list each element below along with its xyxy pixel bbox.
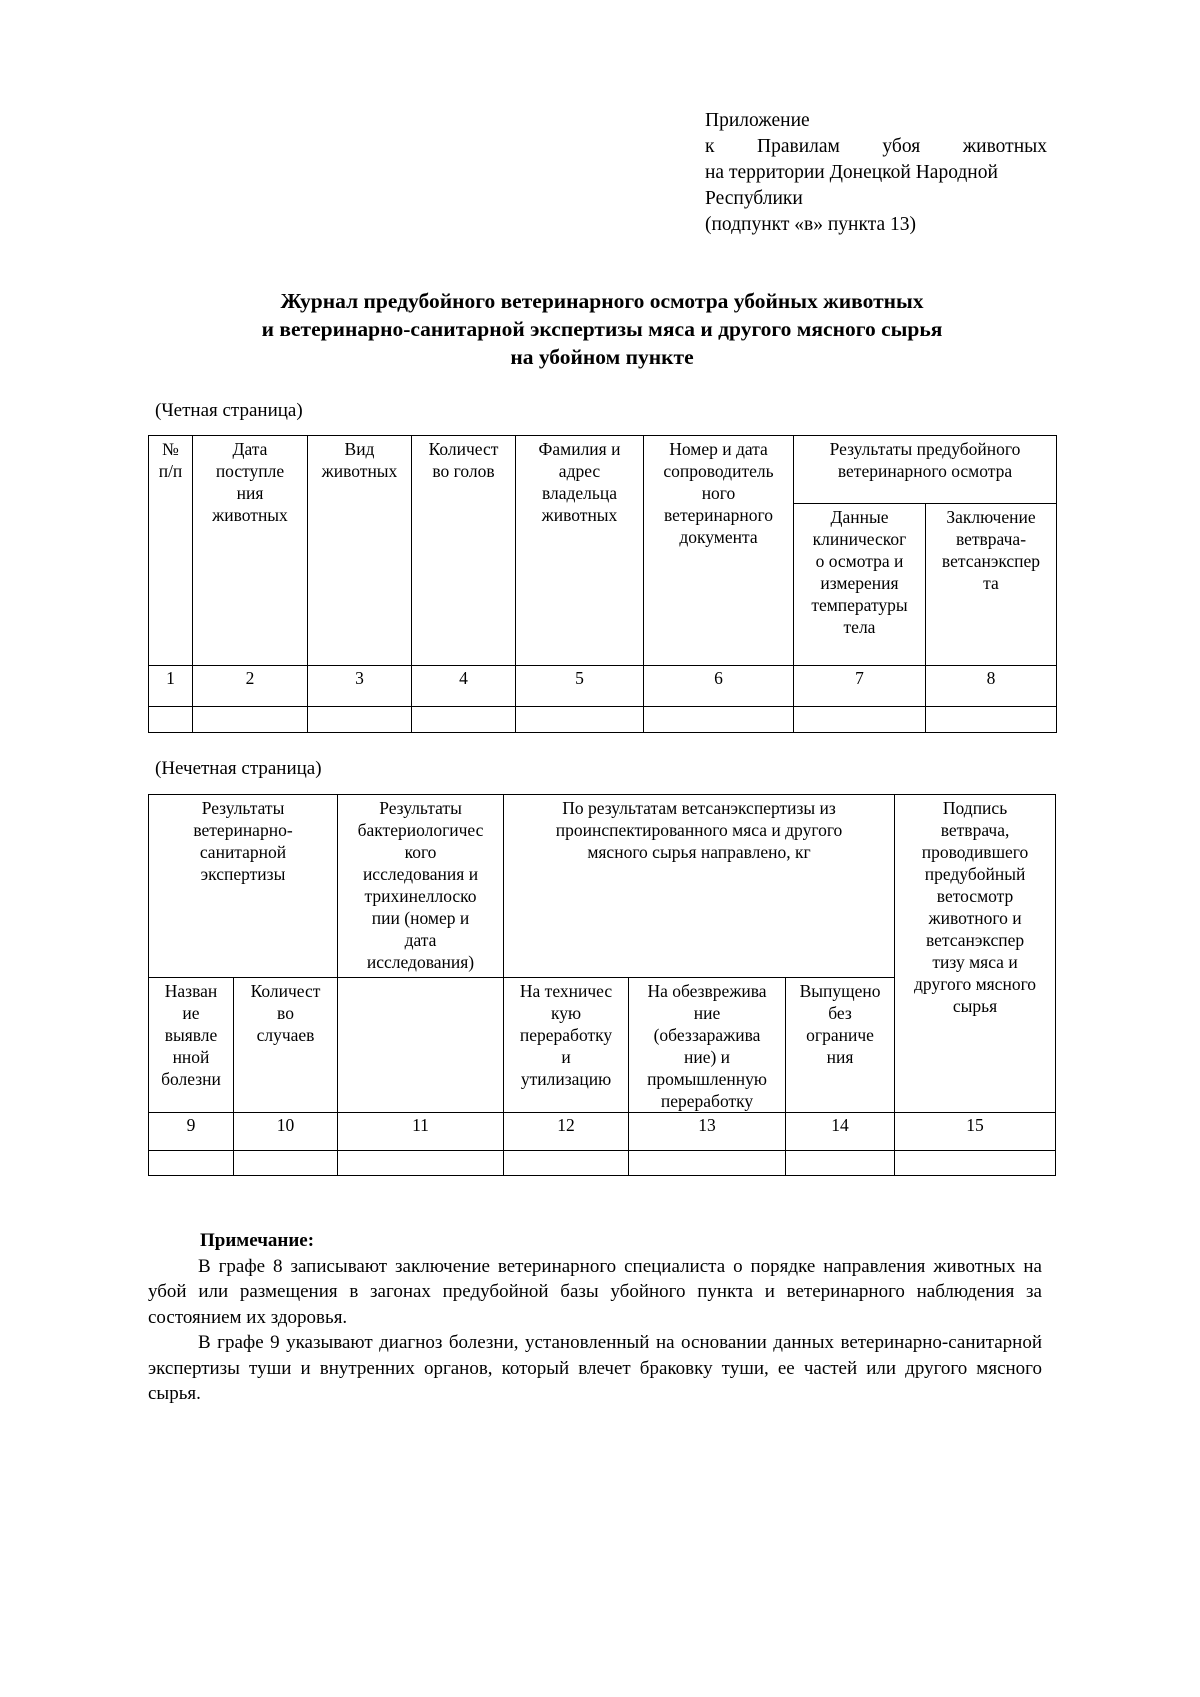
empty-cell[interactable]	[234, 1151, 338, 1176]
empty-cell[interactable]	[629, 1151, 786, 1176]
empty-cell[interactable]	[338, 1151, 504, 1176]
column-number: 15	[895, 1113, 1056, 1151]
empty-cell[interactable]	[516, 707, 644, 733]
header-cell: Выпущено без ограниче ния	[786, 978, 895, 1113]
header-cell: Фамилия и адрес владельца животных	[516, 436, 644, 666]
header-cell: Результаты бактериологичес кого исследования и трихинеллоско пии (номер и дата исследования)	[338, 795, 504, 978]
column-number: 8	[926, 666, 1057, 707]
header-cell: Номер и дата сопроводитель ного ветеринарного документа	[644, 436, 794, 666]
odd-page-table	[148, 794, 1056, 1176]
header-cell: Подпись ветврача, проводившего предубойный ветосмотр животного и ветсанэкспер тизу мяса и другого мясного сырья	[895, 795, 1056, 1113]
odd-page-caption: (Нечетная страница)	[155, 758, 322, 779]
empty-row	[149, 1151, 1056, 1176]
note-section	[148, 1228, 1042, 1407]
appendix-block	[705, 108, 1047, 238]
title-line: на убойном пункте	[510, 345, 694, 369]
empty-cell[interactable]	[926, 707, 1057, 733]
empty-cell[interactable]	[794, 707, 926, 733]
column-number: 3	[308, 666, 412, 707]
appendix-line: Республики	[705, 188, 803, 209]
column-number: 2	[193, 666, 308, 707]
column-number: 12	[504, 1113, 629, 1151]
header-cell: На обезврежива ние (обеззаражива ние) и промышленную переработку	[629, 978, 786, 1113]
group-header-cell: По результатам ветсанэкспертизы из проинспектированного мяса и другого мясного сырья направлено, кг	[504, 795, 895, 978]
group-header-cell: Результаты ветеринарно- санитарной экспертизы	[149, 795, 338, 978]
appendix-line: на территории Донецкой Народной	[705, 162, 998, 183]
appendix-line: Приложение	[705, 110, 810, 131]
appendix-line: к Правилам убоя животных	[705, 136, 1047, 157]
empty-cell[interactable]	[504, 1151, 629, 1176]
column-number: 9	[149, 1113, 234, 1151]
column-number: 4	[412, 666, 516, 707]
column-number: 7	[794, 666, 926, 707]
column-number: 13	[629, 1113, 786, 1151]
column-number: 1	[149, 666, 193, 707]
empty-cell[interactable]	[308, 707, 412, 733]
appendix-line: (подпункт «в» пункта 13)	[705, 214, 916, 235]
title-line: Журнал предубойного ветеринарного осмотра убойных животных	[280, 289, 924, 313]
empty-cell[interactable]	[412, 707, 516, 733]
group-header-cell: Результаты предубойного ветеринарного осмотра	[794, 436, 1057, 504]
header-cell: Вид животных	[308, 436, 412, 666]
column-number: 14	[786, 1113, 895, 1151]
document-title	[148, 287, 1056, 371]
note-paragraph: В графе 9 указывают диагноз болезни, установленный на основании данных ветеринарно-санитарной экспертизы туши и внутренних органов, который влечет браковку туши, ее частей или другого мясного сырья.	[148, 1332, 1042, 1404]
column-number: 6	[644, 666, 794, 707]
title-line: и ветеринарно-санитарной экспертизы мяса и другого мясного сырья	[261, 317, 943, 341]
empty-row	[149, 707, 1057, 733]
header-cell: № п/п	[149, 436, 193, 666]
header-cell: Дата поступле ния животных	[193, 436, 308, 666]
note-paragraph: В графе 8 записывают заключение ветеринарного специалиста о порядке направления животных на убой или размещения в загонах предубойной базы убойного пункта и ветеринарного наблюдения за состоянием их здоровья.	[148, 1255, 1042, 1328]
header-cell: Данные клиническог о осмотра и измерения температуры тела	[794, 504, 926, 666]
header-cell: Назван ие выявле нной болезни	[149, 978, 234, 1113]
empty-cell[interactable]	[149, 707, 193, 733]
header-cell: Количест во случаев	[234, 978, 338, 1113]
empty-cell[interactable]	[895, 1151, 1056, 1176]
note-heading: Примечание:	[200, 1230, 315, 1251]
column-number: 5	[516, 666, 644, 707]
header-cell: На техничес кую переработку и утилизацию	[504, 978, 629, 1113]
even-page-table	[148, 435, 1057, 733]
empty-cell[interactable]	[193, 707, 308, 733]
empty-cell[interactable]	[149, 1151, 234, 1176]
header-cell: Заключение ветврача- ветсанэкспер та	[926, 504, 1057, 666]
column-number: 10	[234, 1113, 338, 1151]
empty-cell[interactable]	[786, 1151, 895, 1176]
even-page-caption: (Четная страница)	[155, 400, 303, 421]
header-cell: Количест во голов	[412, 436, 516, 666]
column-number: 11	[338, 1113, 504, 1151]
empty-header-cell	[338, 978, 504, 1113]
empty-cell[interactable]	[644, 707, 794, 733]
